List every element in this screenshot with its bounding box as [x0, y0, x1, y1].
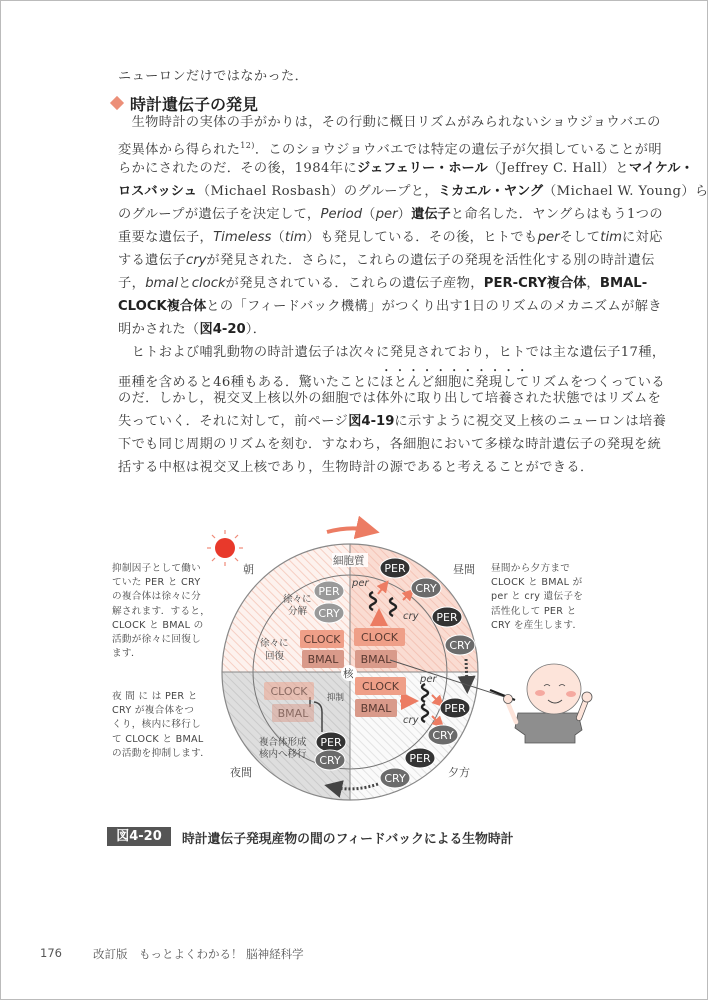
clock-label: CLOCK [303, 633, 341, 646]
cry-label: CRY [318, 607, 340, 620]
lecturer-character [504, 664, 593, 743]
text-segment: と [178, 276, 192, 291]
per-label: PER [318, 585, 340, 598]
cry-label: CRY [319, 754, 341, 767]
text-segment: bmal [145, 276, 179, 291]
clock-label: CLOCK [270, 685, 308, 698]
text-segment: ） [397, 207, 412, 222]
page-number: 176 [40, 946, 62, 960]
text-segment: ニューロンだけではなかった． [118, 69, 309, 84]
text-segment: ．このショウジョウバエでは特定の遺伝子が欠損していることが明 [254, 142, 662, 158]
text-segment: （ [362, 207, 376, 222]
text-segment: per [375, 207, 398, 222]
gene-cry-bottom: cry [403, 715, 419, 726]
label-nucleus: 核 [343, 668, 354, 680]
text-segment: 重要な遺伝子， [118, 230, 214, 245]
text-segment: のだ．しかし，視交叉上核以外の細胞では体外に取り出して培養された状態ではリズムを [118, 391, 662, 406]
label-evening: 夕方 [448, 766, 470, 779]
text-segment: 子， [118, 276, 146, 291]
text-segment: 変異体から得られた [118, 142, 241, 158]
text-segment: が発見されている．これらの遺伝子産物， [225, 276, 484, 291]
text-segment: そして [559, 230, 601, 245]
bmal-label: BMAL [360, 702, 392, 715]
text-segment: と命名した．ヤングらはもう1つの [450, 207, 663, 222]
text-segment: cry [185, 253, 207, 268]
text-segment: （ [271, 230, 285, 245]
clock-label: CLOCK [362, 680, 399, 693]
text-segment: BMAL- [599, 276, 648, 291]
text-segment: ， [586, 276, 600, 291]
text-segment: のグループが遺伝子を決定して， [118, 207, 321, 222]
text-segment: が発見された．さらに，これらの遺伝子の発現を活性化する別の時計遺伝 [206, 253, 655, 268]
text-segment: 図4-20 [199, 322, 246, 337]
label-gradual-recover-2: 回復 [265, 651, 285, 662]
label-gradual-decomp-2: 分解 [288, 606, 308, 617]
section-heading-text: 時計遺伝子の発見 [130, 95, 259, 114]
gene-cry-top: cry [403, 611, 419, 622]
text-segment: Timeless [213, 230, 272, 245]
note-daytime: 昼間から夕方まで CLOCK と BMAL が per と cry 遺伝子を 活性化して PER と CRY を産生します． [491, 563, 584, 631]
cry-label: CRY [415, 582, 437, 595]
note-morning: 抑制因子として働い ていた PER と CRY の複合体は徐々に分 解されます．すると， CLOCK と BMAL の 活動が徐々に回復し ます． [112, 563, 211, 660]
text-segment: ミカエル・ヤング [437, 184, 544, 199]
text-segment: tim [600, 230, 622, 245]
text-segment: 失っていく．それに対して，前ページ [118, 414, 349, 429]
note-night: 夜 間 に は PER と CRY が複合体をつ くり，核内に移行し て CLOCK と BMAL の活動を抑制します． [112, 691, 211, 759]
per-label: PER [444, 702, 466, 715]
text-segment: 亜種を含めると46種もある．驚いたことに [118, 375, 381, 390]
bmal-label: BMAL [360, 653, 392, 666]
clock-label: CLOCK [361, 631, 398, 644]
per-label: PER [436, 611, 458, 624]
text-segment: （Michael Rosbash）のグループと， [196, 184, 438, 199]
text-segment: （Michael W. Young）ら [543, 184, 708, 199]
text-segment: ヒトおよび哺乳動物の時計遺伝子は次々に発見されており，ヒトでは主な遺伝子17種， [118, 345, 666, 360]
text-segment: ジェフェリー・ホール [356, 161, 488, 176]
per-label: PER [409, 752, 431, 765]
text-segment: clock [191, 276, 226, 291]
text-segment: 括する中枢は視交叉上核であり，生物時計の源であると考えることができる． [118, 460, 594, 475]
text-segment: 図4-19 [348, 414, 395, 429]
per-label: PER [384, 562, 406, 575]
text-segment: 下でも同じ周期のリズムを刻む．すなわち，各細胞において多様な時計遺伝子の発現を統 [118, 437, 662, 452]
text-segment: マイケル・ [628, 161, 694, 176]
label-daytime: 昼間 [453, 563, 475, 576]
figure-number: 図4-20 [107, 827, 171, 846]
per-label: PER [320, 736, 342, 749]
text-segment: との「フィードバック機構」がつくり出す1日のリズムのメカニズムが解き [206, 299, 662, 314]
label-complex-2: 核内へ移行 [259, 749, 307, 760]
text-segment: 生物時計の実体の手がかりは，その行動に概日リズムがみられないショウジョウバエの [118, 115, 661, 130]
sun-icon [207, 530, 243, 566]
label-gradual-decomp-1: 徐々に [283, 594, 312, 605]
text-segment: に示すように視交叉上核のニューロンは培養 [394, 414, 667, 429]
text-segment: する遺伝子 [118, 253, 186, 268]
label-inhibit: 抑制 [327, 693, 345, 703]
bmal-label: BMAL [307, 653, 339, 666]
label-gradual-recover-1: 徐々に [260, 638, 289, 649]
text-segment: （Jeffrey C. Hall）と [487, 161, 629, 176]
gene-per-bottom: per [420, 674, 437, 685]
cycle-arrow-top [327, 528, 368, 532]
cry-label: CRY [449, 639, 471, 652]
label-cytoplasm: 細胞質 [333, 555, 365, 567]
text-segment: ロスバッシュ [118, 184, 197, 199]
text-segment: リズムをつくっている [529, 375, 665, 390]
text-segment: tim [284, 230, 307, 245]
text-segment: CLOCK複合体 [118, 299, 207, 314]
text-segment: に対応 [621, 230, 663, 245]
text-segment: ほとんど細胞に発現して [380, 375, 530, 390]
text-segment: 12) [240, 141, 255, 150]
text-segment: per [537, 230, 560, 245]
figure-caption: 時計遺伝子発現産物の間のフィードバックによる生物時計 [182, 832, 514, 847]
text-segment: ）． [245, 322, 267, 337]
bmal-label: BMAL [277, 707, 309, 720]
book-title: 改訂版 もっとよくわかる！ 脳神経科学 [93, 947, 304, 961]
text-segment: Period [320, 207, 363, 222]
text-segment: 遺伝子 [411, 207, 451, 222]
cry-label: CRY [384, 772, 406, 785]
label-night: 夜間 [230, 766, 252, 779]
label-complex-1: 複合体形成 [259, 737, 307, 748]
text-segment: ）も発見している．その後，ヒトでも [306, 230, 538, 245]
gene-per-top: per [352, 578, 369, 589]
label-morning: 朝 [243, 563, 254, 576]
text-segment: PER-CRY複合体 [483, 276, 587, 291]
cry-label: CRY [432, 729, 454, 742]
text-segment: らかにされたのだ．その後，1984年に [118, 161, 357, 176]
text-segment: 明かされた（ [118, 322, 200, 337]
